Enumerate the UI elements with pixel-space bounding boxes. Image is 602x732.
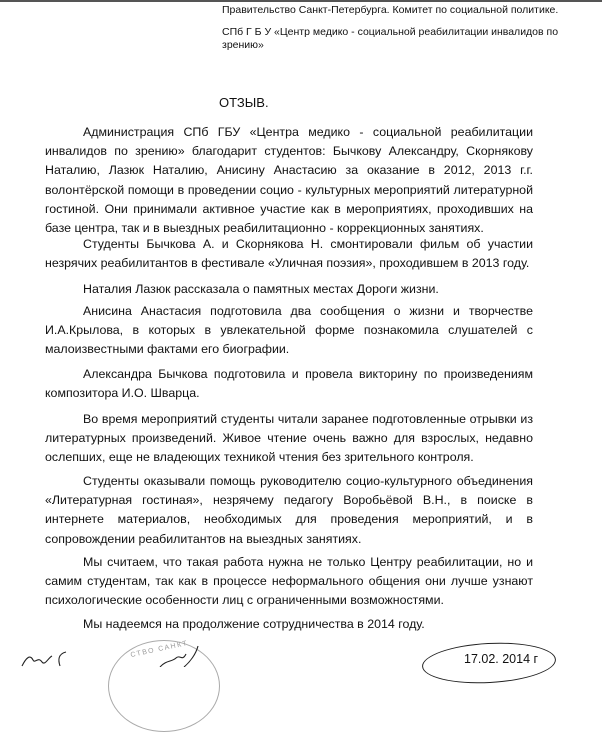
paragraph-road-of-life <box>45 280 533 299</box>
paragraph-reading <box>45 410 533 468</box>
header-government: Правительство Санкт-Петербурга. Комитет по социальной политике. <box>222 4 559 16</box>
paragraph-future <box>45 615 533 634</box>
paragraph-film <box>45 235 533 273</box>
paragraph-text: Администрация СПб ГБУ «Центра медико - социальной реабилитации инвалидов по зрению» благодарит студентов: Бычкову Александру, Скорнякову Наталию, Лазюк Наталию, Анисину Анастасию за оказание в 2012, 2013 г.г. волонтёрской помощи в проведении социо - культурных мероприятий литературной гостиной. Они принимали активное участие как в мероприятиях, проходивших на базе центра, так и в выездных реабилитационно - коррекционных занятиях. <box>45 125 533 236</box>
header-organization: СПб Г Б У «Центр медико - социальной реабилитации инвалидов по зрению» <box>222 26 559 51</box>
paragraph-text: Александра Бычкова подготовила и провела викторину по произведениям композитора И.О. Шварца. <box>45 367 533 401</box>
paragraph-text: Во время мероприятий студенты читали заранее подготовленные отрывки из литературных произведений. Живое чтение очень важно для взрослых, недавно ослепших, еще не владеющих техникой чтения без зрительного контроля. <box>45 412 533 465</box>
paragraph-text: Мы надеемся на продолжение сотрудничества в 2014 году. <box>83 617 425 631</box>
paragraph-gratitude <box>45 123 533 238</box>
paragraph-krylov <box>45 302 533 360</box>
paragraph-text: Анисина Анастасия подготовила два сообщения о жизни и творчестве И.А.Крылова, в которых в увлекательной форме познакомила слушателей с малоизвестными фактами его биографии. <box>45 304 533 357</box>
document-title: ОТЗЫВ. <box>219 95 269 110</box>
paragraph-text: Студенты оказывали помощь руководителю социо-культурного объединения «Литературная гостиная», незрячему педагогу Воробьёвой В.Н., в поиске в интернете материалов, необходимых для проведения мероприятий, и в сопровождении реабилитантов на выездных занятиях. <box>45 474 533 546</box>
paragraph-assistance <box>45 472 533 549</box>
paragraph-conclusion <box>45 553 533 611</box>
handwritten-signature <box>0 640 250 667</box>
paragraph-text: Мы считаем, что такая работа нужна не только Центру реабилитации, но и самим студентам, так как в процессе неформального общения они лучше узнают психологические особенности лиц с ограниченными возможностями. <box>45 555 533 608</box>
paragraph-text: Наталия Лазюк рассказала о памятных местах Дороги жизни. <box>83 282 439 296</box>
paragraph-text: Студенты Бычкова А. и Скорнякова Н. смонтировали фильм об участии незрячих реабилитантов в фестивале «Уличная поэзия», проходившем в 2013 году. <box>45 237 533 271</box>
top-border <box>0 0 602 2</box>
paragraph-quiz <box>45 365 533 403</box>
document-date: 17.02. 2014 г <box>464 652 539 666</box>
stamp-text: СТВО САНКТ <box>129 639 189 660</box>
